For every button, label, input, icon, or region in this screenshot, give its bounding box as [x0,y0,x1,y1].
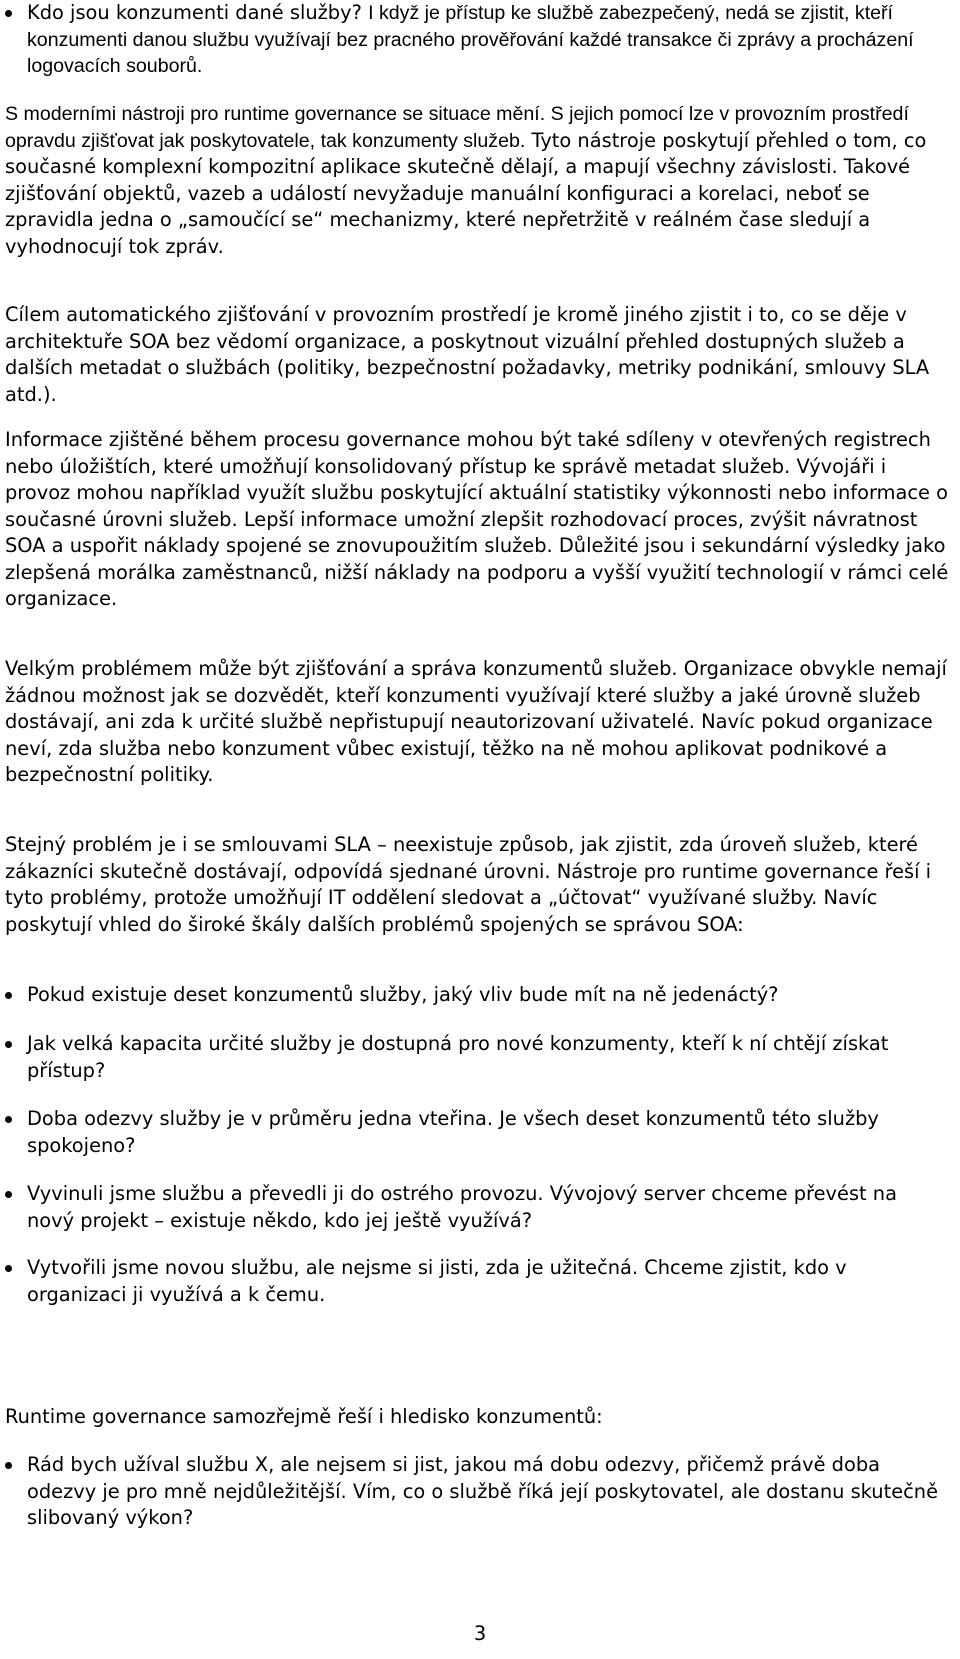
page-number: 3 [473,1622,487,1645]
list-item-text: Pokud existuje deset konzumentů služby, jaký vliv bude mít na ně jedenáctý? [27,983,779,1006]
paragraph-automatic-discovery: Cílem automatického zjišťování v provozním prostředí je kromě jiného zjistit i to, co se děje v architektuře SOA bez vědomí organizace, a poskytnout vizuální přehled dostupných služeb a dalších metadat o službách (politiky, bezpečnostní požadavky, metriky podnikání, smlouvy SLA atd.). [5,303,930,406]
paragraph-runtime-tools [5,101,950,260]
list-item-text: Vytvořili jsme novou službu, ale nejsme si jisti, zda je užitečná. Chceme zjistit, kdo v organizaci ji využívá a k čemu. [27,1256,847,1306]
paragraph-consumer-perspective: Runtime governance samozřejmě řeší i hledisko konzumentů: [5,1405,603,1428]
bullet-dot [5,1462,12,1469]
bullet-dot [5,1265,12,1272]
bullet-dot [5,1116,12,1123]
paragraph-information-sharing: Informace zjištěné během procesu governance mohou být také sdíleny v otevřených registrech nebo úložištích, které umožňují konsolidovaný přístup ke správě metadat služeb. Vývojáři i provoz mohou například využít službu poskytující aktuální statistiky výkonnosti nebo informace o současné úrovni služeb. Lepší informace umožní zlepšit rozhodovací proces, zvýšit návratnost SOA a uspořit náklady spojené se znovupoužitím služeb. Důležité jsou i sekundární výsledky jako zlepšená morálka zaměstnanců, nižší náklady na podporu a vyšší využití technologií v rámci celé organizace. [5,428,949,610]
bullet-text-part1: Kdo jsou konzumenti dané služby? [27,1,369,24]
list-item [5,1181,947,1234]
list-item [5,1106,947,1159]
paragraph-sla-problem: Stejný problém je i se smlouvami SLA – neexistuje způsob, jak zjistit, zda úroveň služeb, které zákazníci skutečně dostávají, odpovídá sjednané úrovni. Nástroje pro runtime governance řeší i tyto problémy, protože umožňují IT oddělení sledovat a „účtovat“ využívané služby. Navíc poskytují vhled do široké škály dalších problémů spojených se správou SOA: [5,833,932,936]
bullet-item-consumers-question [5,0,947,80]
paragraph-runtime-tools-lead: S moderními nástroji pro runtime governance se situace mění. S jejich pomocí lze v provozním prostředí opravdu zjišťovat jak poskytovatele, tak konzumenty služeb. [5,103,909,152]
list-item-text: Doba odezvy služby je v průměru jedna vteřina. Je všech deset konzumentů této služby spokojeno? [27,1107,879,1157]
list-item [5,982,947,1009]
list-item [5,1452,947,1532]
list-item [5,1255,947,1308]
list-item-text: Rád bych užíval službu X, ale nejsem si jist, jakou má dobu odezvy, přičemž právě doba odezvy je pro mně nejdůležitější. Vím, co o službě říká její poskytovatel, ale dostanu skutečně slibovaný výkon? [27,1453,939,1529]
paragraph-runtime-tools-body: Tyto nástroje poskytují přehled o tom, co současné komplexní kompozitní aplikace skutečně dělají, a mapují všechny závislosti. Takové zjišťování objektů, vazeb a událostí nevyžaduje manuální konfiguraci a korelaci, neboť se zpravidla jedna o „samoučící se“ mechanizmy, které nepřetržitě v reálném čase sledují a vyhodnocují tok zpráv. [5,128,927,258]
paragraph-consumer-problem: Velkým problémem může být zjišťování a správa konzumentů služeb. Organizace obvykle nemají žádnou možnost jak se dozvědět, kteří konzumenti využívají které služby a jaké úrovně služeb dostávají, ani zda k určité službě nepřistupují neautorizovaní uživatelé. Navíc pokud organizace neví, zda služba nebo konzument vůbec existují, těžko na ně mohou aplikovat podnikové a bezpečnostní politiky. [5,657,947,786]
bullet-text-part2: I když je přístup ke službě zabezpečený, nedá se zjistit, kteří konzumenti danou službu využívají bez pracného prověřování každé transakce či zprávy a procházení logovacích souborů. [27,2,914,77]
bullet-dot [5,1041,12,1048]
bullet-dot [5,1191,12,1198]
list-item [5,1031,947,1084]
list-item-text: Vyvinuli jsme službu a převedli ji do ostrého provozu. Vývojový server chceme převést na nový projekt – existuje někdo, kdo jej ještě využívá? [27,1182,897,1232]
bullet-dot [5,10,12,17]
bullet-dot [5,992,12,999]
list-item-text: Jak velká kapacita určité služby je dostupná pro nové konzumenty, kteří k ní chtějí získat přístup? [27,1032,889,1082]
